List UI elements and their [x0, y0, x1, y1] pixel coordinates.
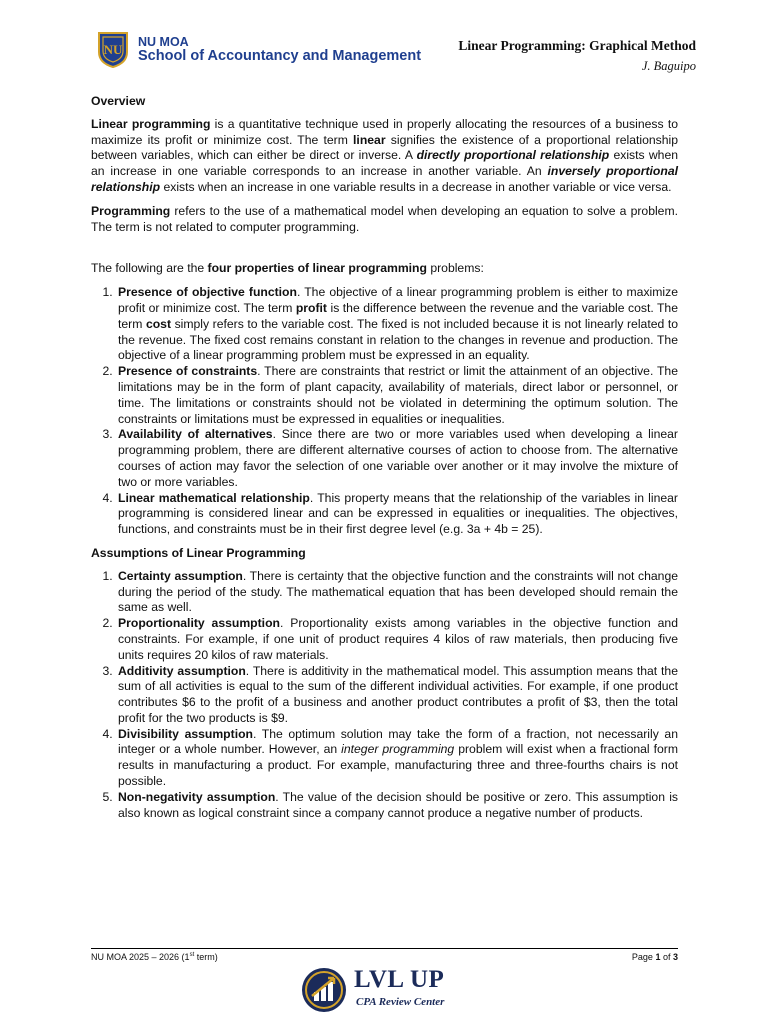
- term-linear-programming: Linear programming: [91, 116, 211, 131]
- term-direct-relationship: directly proportional relationship: [416, 148, 610, 163]
- text-run: of: [660, 952, 673, 962]
- text-run: . There is additivity in the mathematical model. This assumption means that the sum of all activities is equal to the sum of the different individual activities. For example, if one product contributes $6 to the profit of a business and another product contributes a profit of $3, then the total profit for the two products is $9.: [118, 663, 678, 725]
- list-item: [116, 664, 678, 727]
- text-run: simply refers to the variable cost. The fixed is not included because it is not linearly related to the revenue. The fixed cost remains constant in relation to the changes in revenue and production. The objective of a linear programming problem must be expressed in an equality.: [118, 316, 678, 363]
- text-run: . This property means that the relationship of the variables in linear programming is considered linear and can be expressed in equalities or inequalities. The objectives, functions, and constraints must be in their first degree level (e.g. 3a + 4b = 25).: [118, 490, 678, 537]
- text-run: is a quantitative technique used in properly allocating the resources of a business to maximize its profit or minimize cost. The term: [91, 116, 678, 147]
- document-author: J. Baguipo: [641, 59, 696, 73]
- text-run: . Proportionality exists among variables in the objective function and constraints. For example, if one unit of product requires 4 kilos of raw materials, then producing five units requires 20 kilos of raw materials.: [118, 616, 678, 662]
- page-number: [632, 952, 678, 962]
- school-name-line2: School of Accountancy and Management: [138, 48, 422, 64]
- term-cost: cost: [145, 316, 172, 331]
- text-run: is the difference between the revenue and the variable cost. The term: [118, 300, 678, 331]
- properties-list: [91, 285, 678, 538]
- term-programming: Programming: [91, 203, 171, 218]
- list-item: [116, 491, 678, 538]
- item-title: Presence of constraints: [118, 364, 258, 379]
- brand-name: LVL UP: [354, 966, 445, 993]
- list-item: [116, 364, 678, 427]
- assumptions-list: [91, 569, 678, 822]
- school-name: [138, 35, 421, 63]
- list-item: [116, 727, 678, 790]
- term-four-properties: four properties of linear programming: [207, 261, 427, 276]
- lvl-up-logo: [300, 966, 460, 1016]
- text-run: . The optimum solution may take the form of a fraction, not necessarily an integer or a whole number. However, an: [118, 726, 678, 757]
- item-title: Non-negativity assumption: [118, 789, 276, 804]
- text-run: NU MOA 2025 – 2026 (1: [91, 952, 190, 962]
- school-name-line1: NU MOA: [138, 35, 189, 49]
- text-run: refers to the use of a mathematical model when developing an equation to solve a problem. The term is not related to computer programming.: [91, 203, 678, 234]
- text-run: . The value of the decision should be positive or zero. This assumption is also known as logical constraint since a company cannot produce a negative number of products.: [118, 789, 679, 820]
- overview-paragraph-2: [91, 204, 678, 236]
- footer-divider: [91, 948, 678, 949]
- item-title: Additivity assumption: [118, 663, 246, 678]
- assumptions-heading: Assumptions of Linear Programming: [91, 545, 306, 560]
- item-title: Linear mathematical relationship: [118, 490, 310, 505]
- list-item: [116, 569, 678, 616]
- text-run: . Since there are two or more variables used when developing a linear programming problem, there are different alternative courses of action to choose from. The alternative courses of action may favor the selection of one variable over another or it may involve the mixture of two or more variables.: [118, 427, 678, 489]
- list-item: [116, 790, 678, 822]
- brand-subtitle: CPA Review Center: [356, 996, 445, 1008]
- overview-paragraph-1: [91, 117, 678, 196]
- text-run: . There are constraints that restrict or limit the attainment of an objective. The limitations may be in the form of plant capacity, availability of materials, direct labor or personnel, or time. The limitations or constraints should not be violated in determining the optimum solution. The constraints or limitations must be expressed in equalities or inequalities.: [118, 364, 678, 426]
- nu-shield-logo-icon: [96, 30, 130, 68]
- term-linear: linear: [353, 132, 386, 147]
- item-title: Presence of objective function: [118, 285, 297, 300]
- term-inverse-relationship: inversely proportional relationship: [91, 164, 678, 194]
- superscript: st: [189, 952, 195, 958]
- text-run: term): [194, 952, 218, 962]
- document-body: [91, 94, 678, 829]
- item-title: Availability of alternatives: [118, 427, 273, 442]
- text-run: Page: [631, 952, 656, 962]
- page-header: [92, 30, 696, 80]
- svg-text:NU: NU: [103, 42, 123, 57]
- term-profit: profit: [295, 300, 327, 315]
- text-run: exists when an increase in one variable corresponds to an increase in another variable. An: [91, 148, 678, 179]
- footer-term: [91, 952, 218, 962]
- item-title: Proportionality assumption: [118, 616, 280, 631]
- overview-heading: Overview: [91, 94, 146, 108]
- text-run: . The objective of a linear programming problem is either to maximize profit or minimize cost. The term: [118, 285, 678, 315]
- text-run: exists when an increase in one variable results in a decrease in another variable or vice versa.: [160, 179, 672, 194]
- document-title: Linear Programming: Graphical Method: [458, 38, 696, 53]
- term-integer-programming: integer programming: [341, 742, 455, 757]
- text-run: problem will exist when a fractional form results in manufacturing a product. For example, manufacturing three and three-fourths chairs is not possible.: [118, 742, 678, 789]
- text-run: signifies the existence of a proportional relationship between variables, which can either be direct or inverse. A: [91, 132, 678, 163]
- text-run: problems:: [426, 261, 484, 276]
- item-title: Certainty assumption: [118, 568, 243, 583]
- current-page: 1: [655, 952, 661, 962]
- properties-intro: [91, 261, 678, 277]
- list-item: [116, 427, 678, 490]
- list-item: [116, 616, 678, 663]
- text-run: . There is certainty that the objective function and the constraints will not change during the period of the study. The mathematical equation that has been developed should remain the same as well.: [118, 568, 678, 615]
- item-title: Divisibility assumption: [118, 726, 253, 741]
- text-run: The following are the: [91, 261, 208, 276]
- total-pages: 3: [672, 952, 678, 962]
- list-item: [116, 285, 678, 364]
- lvl-up-emblem-icon: [300, 966, 348, 1014]
